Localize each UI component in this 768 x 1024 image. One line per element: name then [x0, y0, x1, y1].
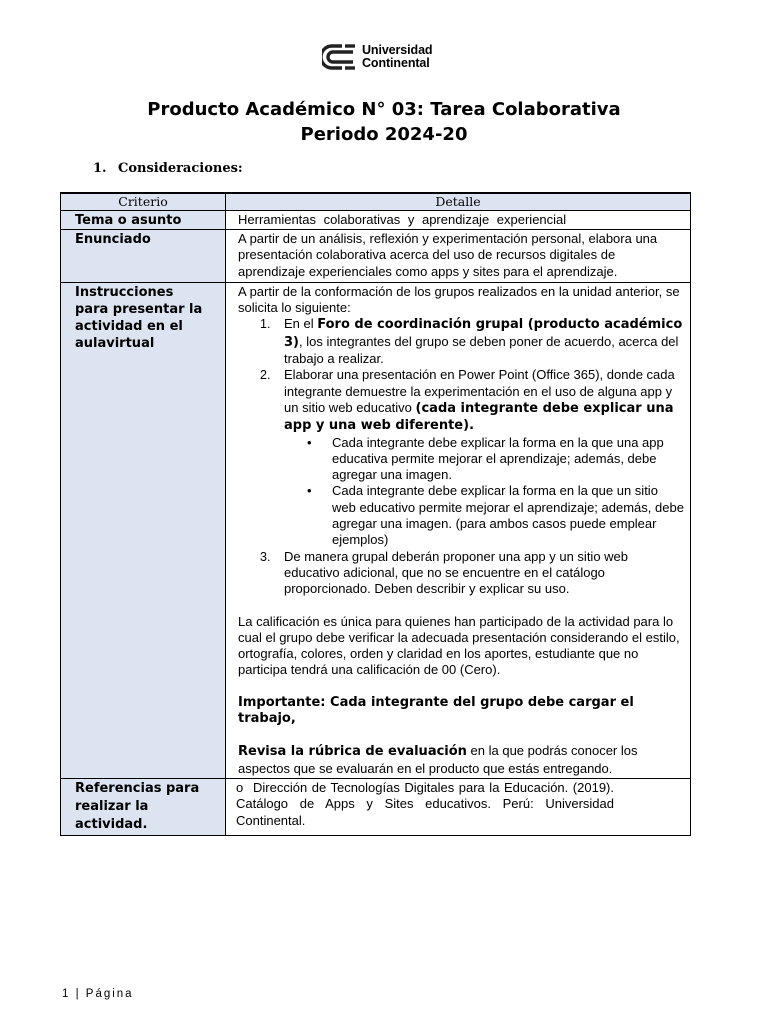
revisa-bold: Revisa la rúbrica de evaluación — [238, 744, 467, 760]
importante-note: Importante: Cada integrante del grupo debe cargar el trabajo, — [238, 694, 634, 727]
revisa-rest: en la que podrás conocer los aspectos que se evaluarán en el producto que estás entregando. — [238, 743, 638, 776]
list-item — [238, 367, 684, 434]
section-number: 1. — [93, 161, 107, 176]
bullet-text-2: Cada integrante debe explicar la forma en la que un sitio web educativo permite mejorar el aprendizaje; además, debe agregar una imagen. (para ambos casos puede emplear ejemplos) — [332, 483, 684, 548]
row-label-referencias: Referencias para realizar la actividad. — [61, 778, 226, 835]
item1-bold: Foro de coordinación grupal (producto académico 3) — [284, 317, 683, 350]
header-detalle: Detalle — [226, 193, 691, 211]
row-value-referencias — [226, 778, 691, 835]
item1-post: , los integrantes del grupo se deben poner de acuerdo, acerca del trabajo a realizar. — [284, 333, 679, 367]
calificacion-paragraph: La calificación es única para quienes han participado de la actividad para lo cual el grupo debe verificar la adecuada presentación considerando el estilo, ortografía, colores, orden y claridad en los aportes, estudiante que no participa tendrá una calificación de 00 (Cero). — [238, 613, 680, 678]
continental-logo-icon — [322, 43, 356, 71]
list-number: 1. — [260, 317, 271, 332]
item1-pre: En el — [284, 316, 318, 332]
item2-bold: (cada integrante debe explicar una app y una web diferente). — [284, 400, 674, 434]
bullet-icon: • — [307, 483, 312, 499]
bullet-item — [238, 435, 684, 484]
logo-wordmark — [362, 44, 432, 70]
table-row — [61, 282, 691, 778]
row-label-tema: Tema o asunto — [61, 211, 226, 230]
bullet-text-1: Cada integrante debe explicar la forma en la que una app educativa permite mejorar el aprendizaje; además, debe agregar una imagen. — [332, 434, 664, 483]
row-value-enunciado: A partir de un análisis, reflexión y experimentación personal, elabora una presentación colaborativa acerca del uso de recursos digitales de aprendizaje experienciales como apps y sites para el aprendizaje. — [226, 230, 691, 283]
list-item — [238, 316, 684, 367]
table-row — [61, 230, 691, 283]
row-label-enunciado: Enunciado — [61, 230, 226, 283]
document-title: Producto Académico N° 03: Tarea Colaborativa — [147, 99, 621, 120]
table-header-row — [61, 193, 691, 211]
instrucciones-intro: A partir de la conformación de los grupos realizados en la unidad anterior, se solicita lo siguiente: — [238, 283, 680, 316]
section-label: Consideraciones: — [118, 161, 243, 176]
table-row — [61, 778, 691, 835]
revisa-paragraph — [238, 743, 684, 778]
reference-marker: o — [236, 779, 244, 795]
university-logo — [322, 42, 432, 72]
bullet-item — [238, 483, 684, 548]
logo-line-2: Continental — [362, 56, 430, 70]
row-value-tema: Herramientas colaborativas y aprendizaje experiencial — [226, 211, 691, 230]
bullet-icon: • — [307, 434, 312, 450]
table-row — [61, 211, 691, 230]
row-label-instrucciones: Instrucciones para presentar la actividad en el aulavirtual — [61, 282, 226, 778]
section-heading — [93, 161, 243, 176]
header-criterio: Criterio — [61, 193, 226, 211]
item2-pre: Elaborar una presentación en Power Point (Office 365), donde cada integrante demuestre la experimentación en el uso de alguna app y un sitio web educativo — [284, 367, 675, 415]
row-value-instrucciones — [226, 282, 691, 778]
logo-line-1: Universidad — [362, 43, 433, 57]
document-period: Periodo 2024-20 — [300, 124, 468, 145]
considerations-table — [60, 192, 691, 836]
page-footer: 1 | Página — [62, 988, 134, 1000]
item3-text: De manera grupal deberán proponer una app y un sitio web educativo adicional, que no se encuentre en el catálogo proporcionado. Deben describir y explicar su uso. — [284, 548, 629, 597]
list-item — [238, 549, 684, 598]
list-number: 3. — [260, 549, 271, 564]
list-number: 2. — [260, 368, 271, 383]
reference-text: Dirección de Tecnologías Digitales para la Educación. (2019). Catálogo de Apps y Sites educativos. Perú: Universidad Continental. — [236, 779, 614, 828]
